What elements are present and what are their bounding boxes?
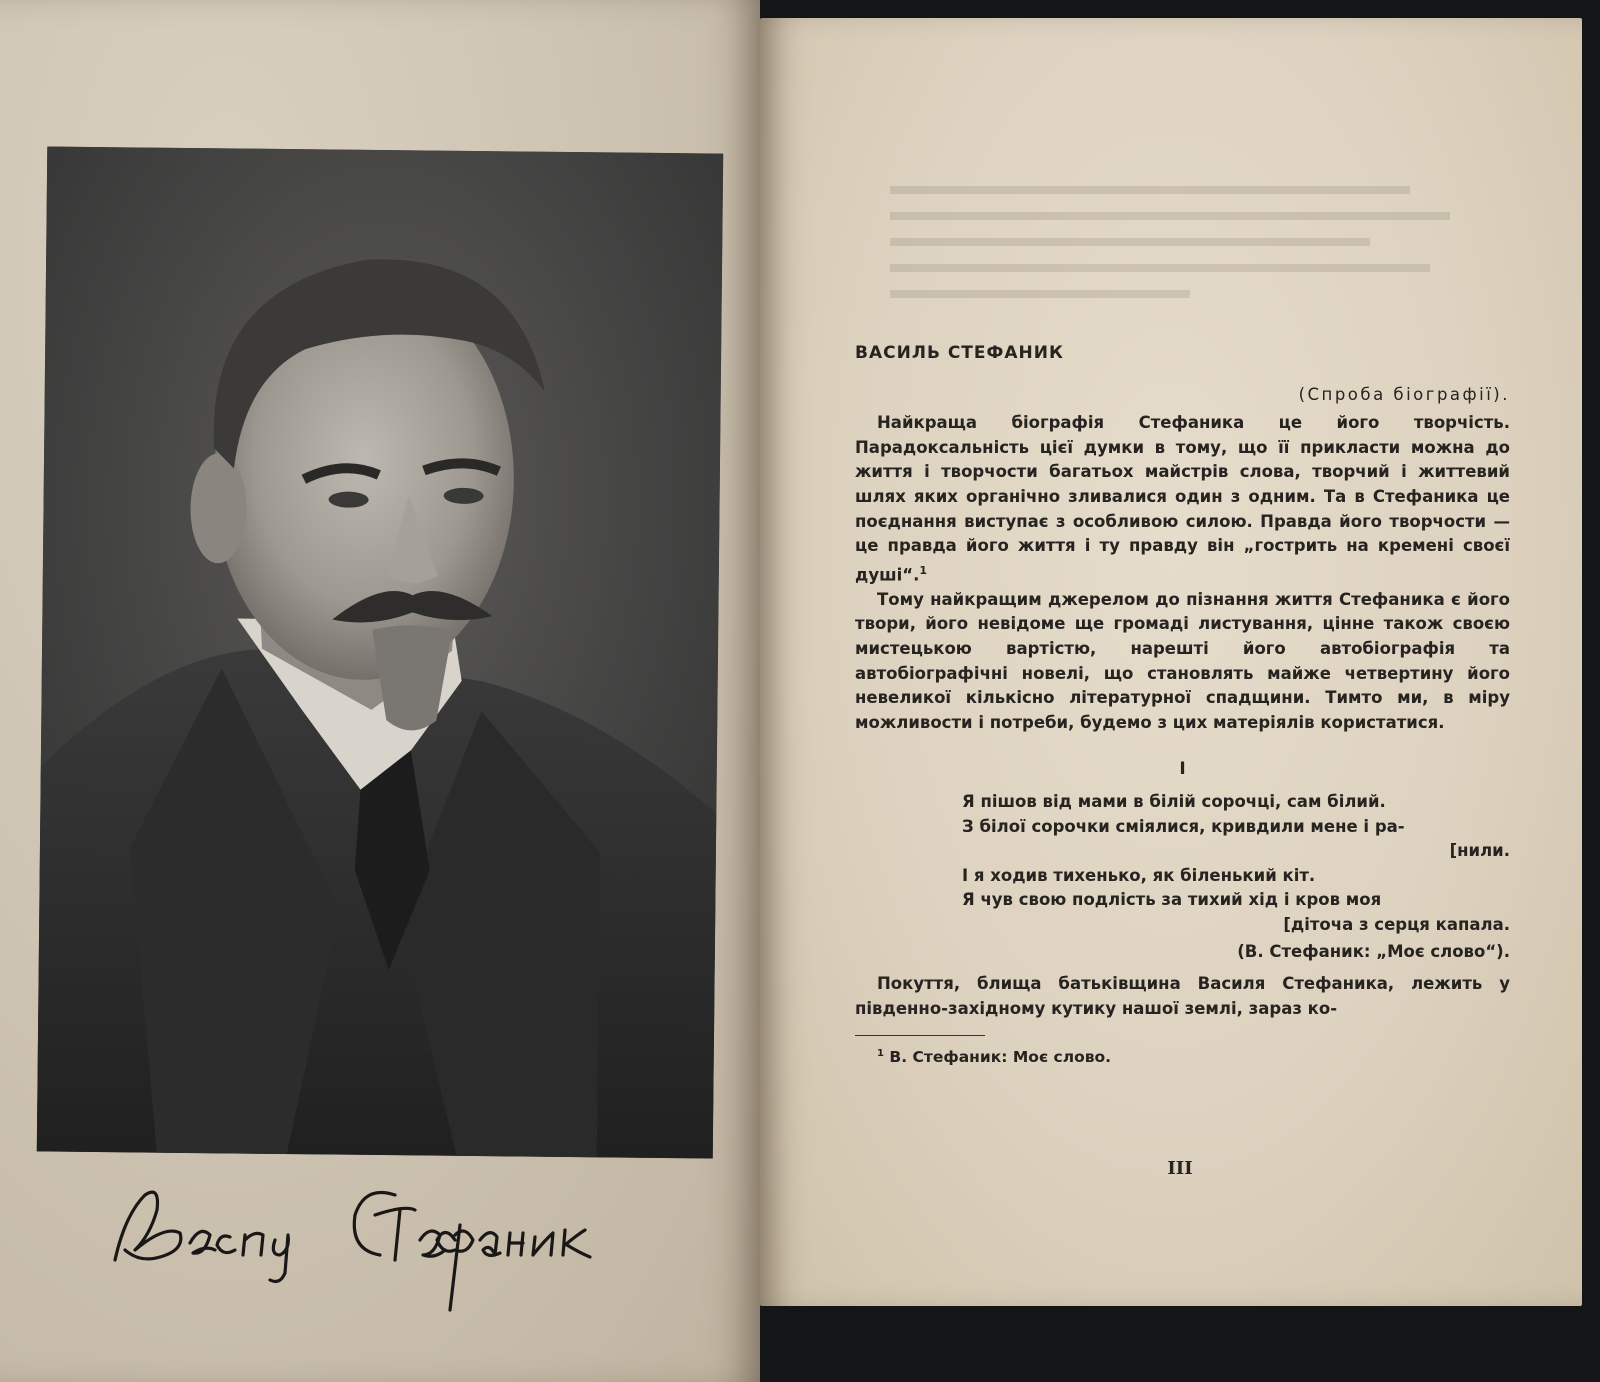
paragraph-1-text: Найкраща біографія Стефаника це його творчість. Парадоксальність цієї думки в тому, що її прикласти можна до життя і творчости багатьох майстрів слова, творчий і життевий шлях яких органічно зливалися один з одним. Та в Стефаника це поєднання виступає з особливою силою. Правда його творчости — це правда його життя і ту правду він „гострить на кремені своєї душі“. [855, 413, 1510, 585]
footnote [877, 1042, 1510, 1070]
article-subtitle: (Спроба біографії). [1298, 384, 1510, 404]
poem-line: Я чув свою подлість за тихий хід і кров моя [962, 890, 1382, 910]
poem-line: І я ходив тихенько, як біленький кіт. [962, 865, 1316, 885]
section-number: I [1179, 759, 1186, 780]
footnote-reference: 1 [919, 563, 928, 577]
poem-line: [діточа з серця капала. [1283, 914, 1510, 934]
epigraph-poem [962, 790, 1510, 964]
paragraph-1 [855, 411, 1510, 588]
right-page [760, 18, 1582, 1306]
article-heading: ВАСИЛЬ СТЕФАНИК [855, 343, 1064, 363]
paragraph-2: Тому найкращим джерелом до пізнання життя Стефаника є його твори, його невідоме ще громаді листування, цінне також своєю мистецькою вартістю, нарешті його автобіографія та автобіографічні новелі, що становлять майже четвертину його невеликої кількісно літературної спадщини. Тимто ми, в міру можливости і потреби, будемо з цих матеріялів користатися. [855, 589, 1510, 732]
poem-line: Я пішов від мами в білій сорочці, сам білий. [962, 792, 1386, 811]
paragraph-3: Покуття, блища батьківщина Василя Стефаника, лежить у південно-західному кутику нашої землі, зараз ко- [855, 974, 1510, 1018]
left-page [0, 0, 760, 1382]
epigraph-attribution: (В. Стефаник: „Моє слово“). [1237, 941, 1510, 961]
footnote-text: В. Стефаник: Моє слово. [889, 1048, 1112, 1067]
footnote-mark: 1 [877, 1048, 884, 1060]
author-signature [105, 1155, 705, 1315]
page-number: III [1167, 1158, 1193, 1179]
poem-line: З білої сорочки сміялися, кривдили мене і ра- [962, 816, 1405, 836]
poem-line: [нили. [1449, 841, 1510, 861]
bleed-through-text [890, 178, 1490, 318]
article-body [855, 341, 1510, 1070]
author-portrait [37, 146, 723, 1158]
footnote-divider [855, 1035, 985, 1036]
